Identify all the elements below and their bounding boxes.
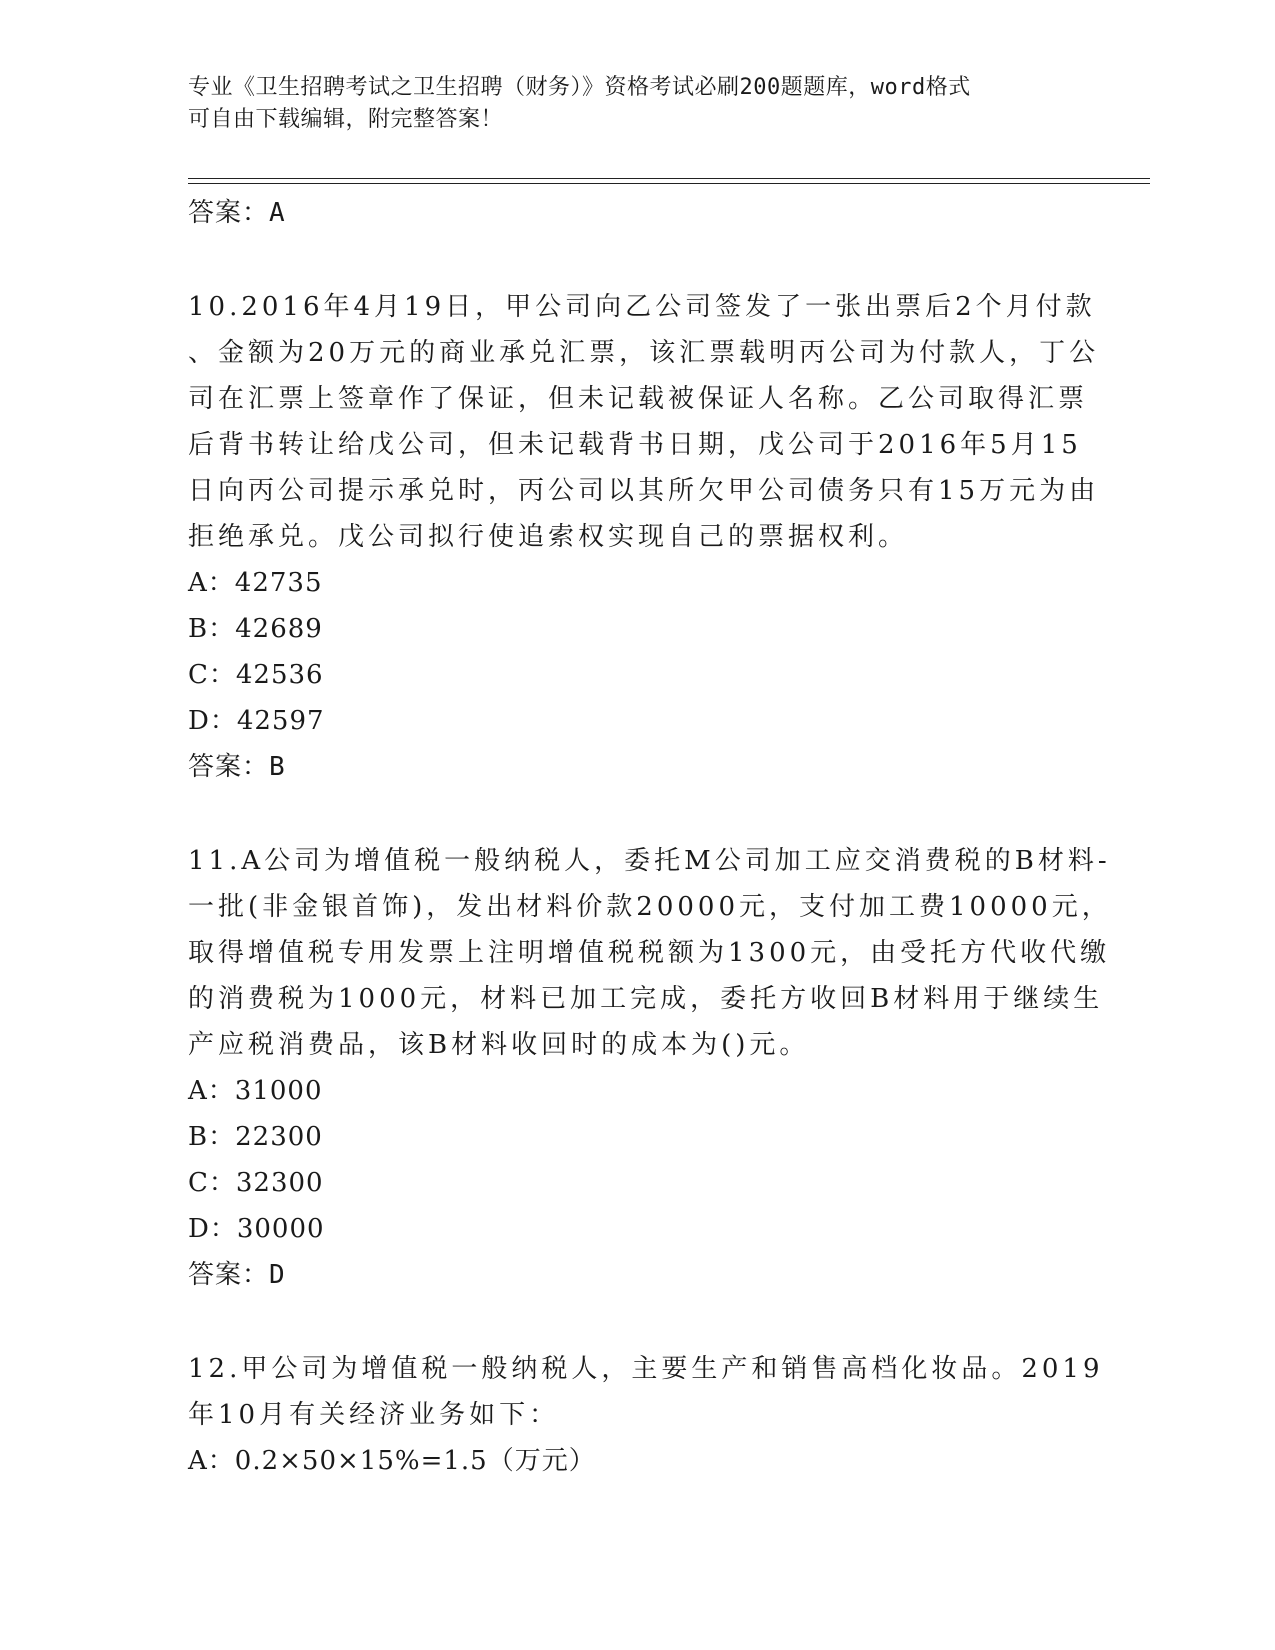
option-a: A：0.2×50×15%=1.5（万元）: [188, 1446, 596, 1476]
option-b: B：42689: [188, 614, 323, 644]
question-text-line: 一批(非金银首饰)，发出材料价款20000元，支付加工费10000元，: [188, 892, 1112, 922]
question-text-line: 司在汇票上签章作了保证，但未记载被保证人名称。乙公司取得汇票: [188, 384, 1089, 414]
answer-line: 答案：B: [188, 752, 286, 782]
question-text-line: 12.甲公司为增值税一般纳税人，主要生产和销售高档化妆品。2019: [188, 1354, 1104, 1384]
question-text-line: 拒绝承兑。戊公司拟行使追索权实现自己的票据权利。: [188, 522, 909, 552]
question-10: [188, 284, 1100, 790]
answer-line: 答案：A: [188, 198, 286, 228]
question-text-line: 年10月有关经济业务如下：: [188, 1400, 560, 1430]
question-text-line: 后背书转让给戊公司，但未记载背书日期，戊公司于2016年5月15: [188, 430, 1082, 460]
option-c: C：32300: [188, 1168, 324, 1198]
document-body: [188, 190, 1112, 1484]
header-line-1: 专业《卫生招聘考试之卫生招聘（财务）》资格考试必刷200题题库，word格式: [188, 75, 971, 100]
question-text-line: 日向丙公司提示承兑时，丙公司以其所欠甲公司债务只有15万元为由: [188, 476, 1100, 506]
question-text-line: 取得增值税专用发票上注明增值税税额为1300元，由受托方代收代缴: [188, 938, 1111, 968]
option-a: A：42735: [188, 568, 323, 598]
option-c: C：42536: [188, 660, 324, 690]
question-11: [188, 838, 1112, 1298]
header-line-2: 可自由下载编辑，附完整答案！: [188, 107, 504, 132]
question-text-line: 10.2016年4月19日，甲公司向乙公司签发了一张出票后2个月付款: [188, 292, 1096, 322]
question-12: [188, 1346, 1104, 1484]
option-b: B：22300: [188, 1122, 323, 1152]
question-text-line: 、金额为20万元的商业承兑汇票，该汇票载明丙公司为付款人，丁公: [188, 338, 1100, 368]
question-text-line: 的消费税为1000元，材料已加工完成，委托方收回B材料用于继续生: [188, 984, 1104, 1014]
option-d: D：42597: [188, 706, 325, 736]
question-text-line: 11.A公司为增值税一般纳税人，委托M公司加工应交消费税的B材料-: [188, 846, 1111, 876]
header-divider-secondary: [188, 183, 1150, 184]
question-text-line: 产应税消费品，该B材料收回时的成本为()元。: [188, 1030, 810, 1060]
document-header: [188, 72, 1088, 136]
option-a: A：31000: [188, 1076, 323, 1106]
header-divider: [188, 178, 1150, 179]
answer-line: 答案：D: [188, 1260, 286, 1290]
option-d: D：30000: [188, 1214, 325, 1244]
